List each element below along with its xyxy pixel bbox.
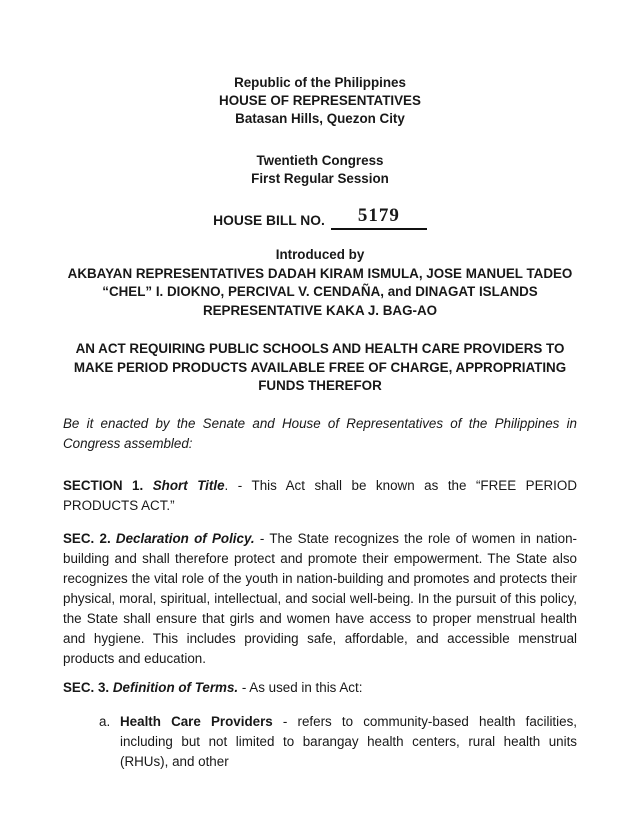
section-3-text: - As used in this Act: bbox=[238, 679, 363, 695]
section-2-paragraph bbox=[63, 529, 577, 669]
introduced-by-block bbox=[63, 246, 577, 320]
act-title-line-2: MAKE PERIOD PRODUCTS AVAILABLE FREE OF CHARGE, APPROPRIATING bbox=[73, 359, 567, 375]
section-2-text: - The State recognizes the role of women in nation-building and shall therefore protect and promote their empowerment. The State also recognizes the vital role of the youth in nation-building and promotes and protects their physical, moral, spiritual, intellectual, and social well-being. In the pursuit of this policy, the State shall ensure that girls and women have access to proper menstrual health and hygiene. This includes providing safe, affordable, and accessible menstrual products and education. bbox=[63, 530, 577, 666]
section-1-text: . - This Act shall be known as the “FREE PERIOD PRODUCTS ACT.” bbox=[63, 477, 577, 513]
section-3-title: Definition of Terms. bbox=[112, 679, 239, 695]
session-block bbox=[63, 152, 577, 188]
definition-marker: a. bbox=[99, 713, 111, 729]
authors-line-1: AKBAYAN REPRESENTATIVES DADAH KIRAM ISMULA, JOSE MANUEL TADEO bbox=[67, 265, 573, 281]
definition-term: Health Care Providers bbox=[120, 713, 273, 729]
act-title bbox=[63, 340, 577, 396]
session-line: First Regular Session bbox=[251, 171, 389, 186]
definition-text: - refers to community-based health facilities, including but not limited to barangay health centers, rural health units (RHUs), and other bbox=[120, 713, 577, 769]
section-2-title: Declaration of Policy. bbox=[115, 530, 255, 546]
letterhead bbox=[63, 74, 577, 128]
bill-number-underline bbox=[331, 204, 427, 230]
section-1-paragraph bbox=[63, 476, 577, 516]
bill-number-label: HOUSE BILL NO. bbox=[213, 213, 325, 228]
definition-item-a bbox=[63, 712, 577, 772]
enacting-clause: Be it enacted by the Senate and House of Representatives of the Philippines in Congress assembled: bbox=[63, 415, 577, 451]
section-1-title: Short Title bbox=[152, 477, 225, 493]
letterhead-line-address: Batasan Hills, Quezon City bbox=[235, 111, 405, 126]
authors-line-2: “CHEL” I. DIOKNO, PERCIVAL V. CENDAÑA, and DINAGAT ISLANDS bbox=[102, 284, 538, 299]
authors-line-3: REPRESENTATIVE KAKA J. BAG-AO bbox=[202, 302, 438, 318]
bill-number-row bbox=[63, 202, 577, 230]
introduced-by-label: Introduced by bbox=[275, 247, 365, 262]
section-3-number: SEC. 3. bbox=[63, 679, 110, 695]
letterhead-line-country: Republic of the Philippines bbox=[234, 75, 406, 90]
act-title-line-3: FUNDS THEREFOR bbox=[258, 378, 382, 393]
section-2-number: SEC. 2. bbox=[63, 530, 111, 546]
letterhead-line-chamber: HOUSE OF REPRESENTATIVES bbox=[219, 93, 421, 108]
congress-line: Twentieth Congress bbox=[256, 153, 384, 168]
section-1-number: SECTION 1. bbox=[63, 477, 144, 493]
definition-paragraph bbox=[120, 712, 577, 772]
section-3-paragraph bbox=[63, 678, 577, 698]
act-title-line-1: AN ACT REQUIRING PUBLIC SCHOOLS AND HEALTH CARE PROVIDERS TO bbox=[75, 341, 565, 356]
bill-number-value: 5179 bbox=[357, 205, 400, 226]
